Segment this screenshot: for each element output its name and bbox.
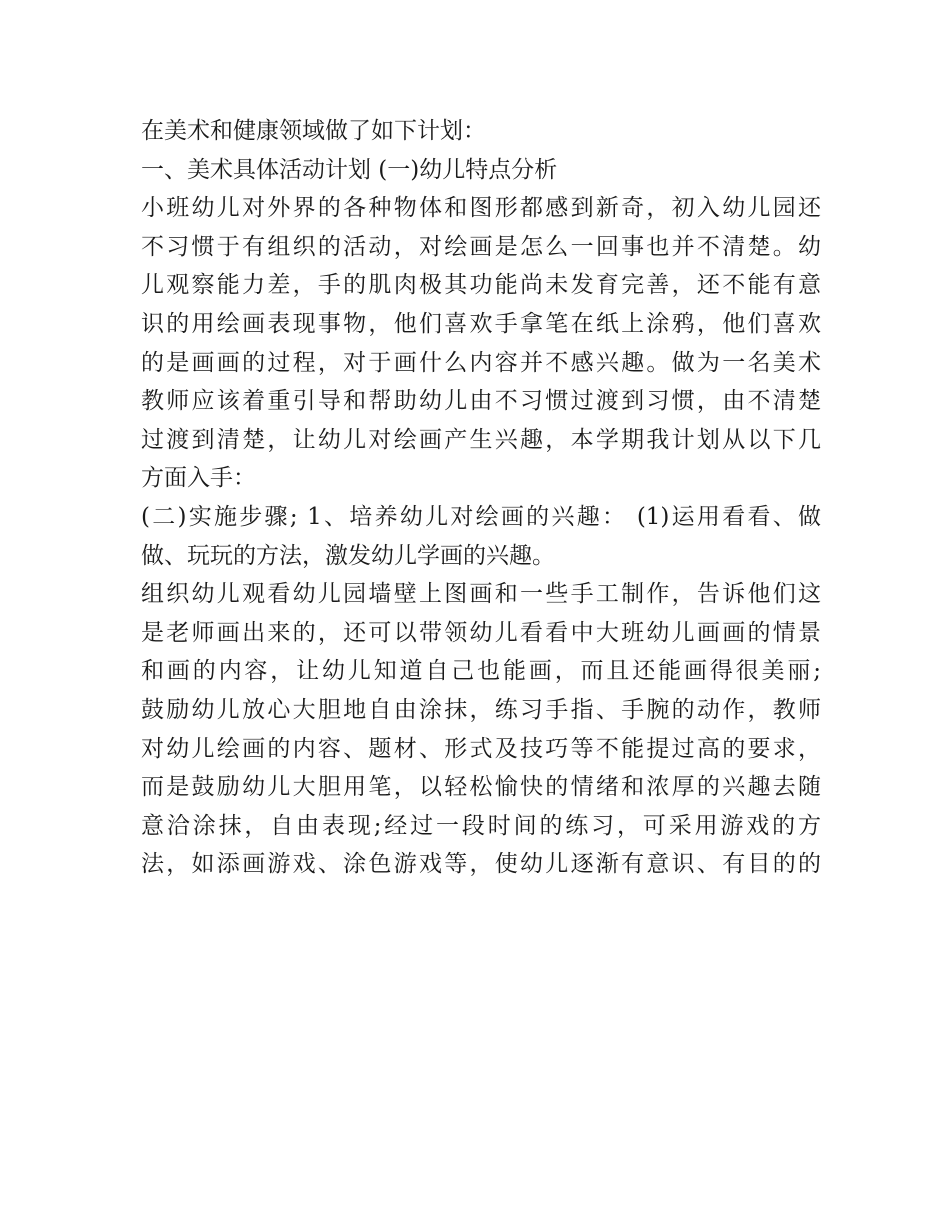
- text-line: 而是鼓励幼儿大胆用笔，以轻松愉快的情绪和浓厚的兴趣去随: [141, 774, 821, 801]
- text-line: 组织幼儿观看幼儿园墙壁上图画和一些手工制作，告诉他们这: [141, 581, 821, 608]
- text-line: 是老师画出来的，还可以带领幼儿看看中大班幼儿画画的情景: [141, 619, 821, 646]
- text-line: 教师应该着重引导和帮助幼儿由不习惯过渡到习惯，由不清楚: [141, 388, 821, 415]
- text-line: 小班幼儿对外界的各种物体和图形都感到新奇，初入幼儿园还: [141, 195, 821, 222]
- text-line: (二)实施步骤; 1、培养幼儿对绘画的兴趣： (1)运用看看、做: [141, 503, 821, 530]
- text-line: 识的用绘画表现事物，他们喜欢手拿笔在纸上涂鸦，他们喜欢: [141, 310, 821, 337]
- text-line: 在美术和健康领域做了如下计划：: [141, 118, 486, 144]
- document-body: [141, 112, 821, 884]
- text-line: 鼓励幼儿放心大胆地自由涂抹，练习手指、手腕的动作，教师: [141, 696, 821, 723]
- text-line: 法，如添画游戏、涂色游戏等，使幼儿逐渐有意识、有目的的: [141, 851, 821, 878]
- text-line: 不习惯于有组织的活动，对绘画是怎么一回事也并不清楚。幼: [141, 233, 821, 260]
- text-line: 做、玩玩的方法，激发幼儿学画的兴趣。: [141, 542, 555, 569]
- text-line: 的是画画的过程，对于画什么内容并不感兴趣。做为一名美术: [141, 349, 821, 376]
- text-line: 过渡到清楚，让幼儿对绘画产生兴趣，本学期我计划从以下几: [141, 426, 821, 453]
- text-line: 儿观察能力差，手的肌肉极其功能尚未发育完善，还不能有意: [141, 272, 821, 299]
- section-heading: 一、美术具体活动计划 (一)幼儿特点分析: [141, 156, 558, 183]
- text-line: 和画的内容，让幼儿知道自己也能画，而且还能画得很美丽;: [141, 658, 821, 685]
- text-line: 对幼儿绘画的内容、题材、形式及技巧等不能提过高的要求，: [141, 735, 821, 762]
- text-line: 意洽涂抹，自由表现;经过一段时间的练习，可采用游戏的方: [141, 812, 821, 839]
- text-line: 方面入手：: [141, 465, 256, 492]
